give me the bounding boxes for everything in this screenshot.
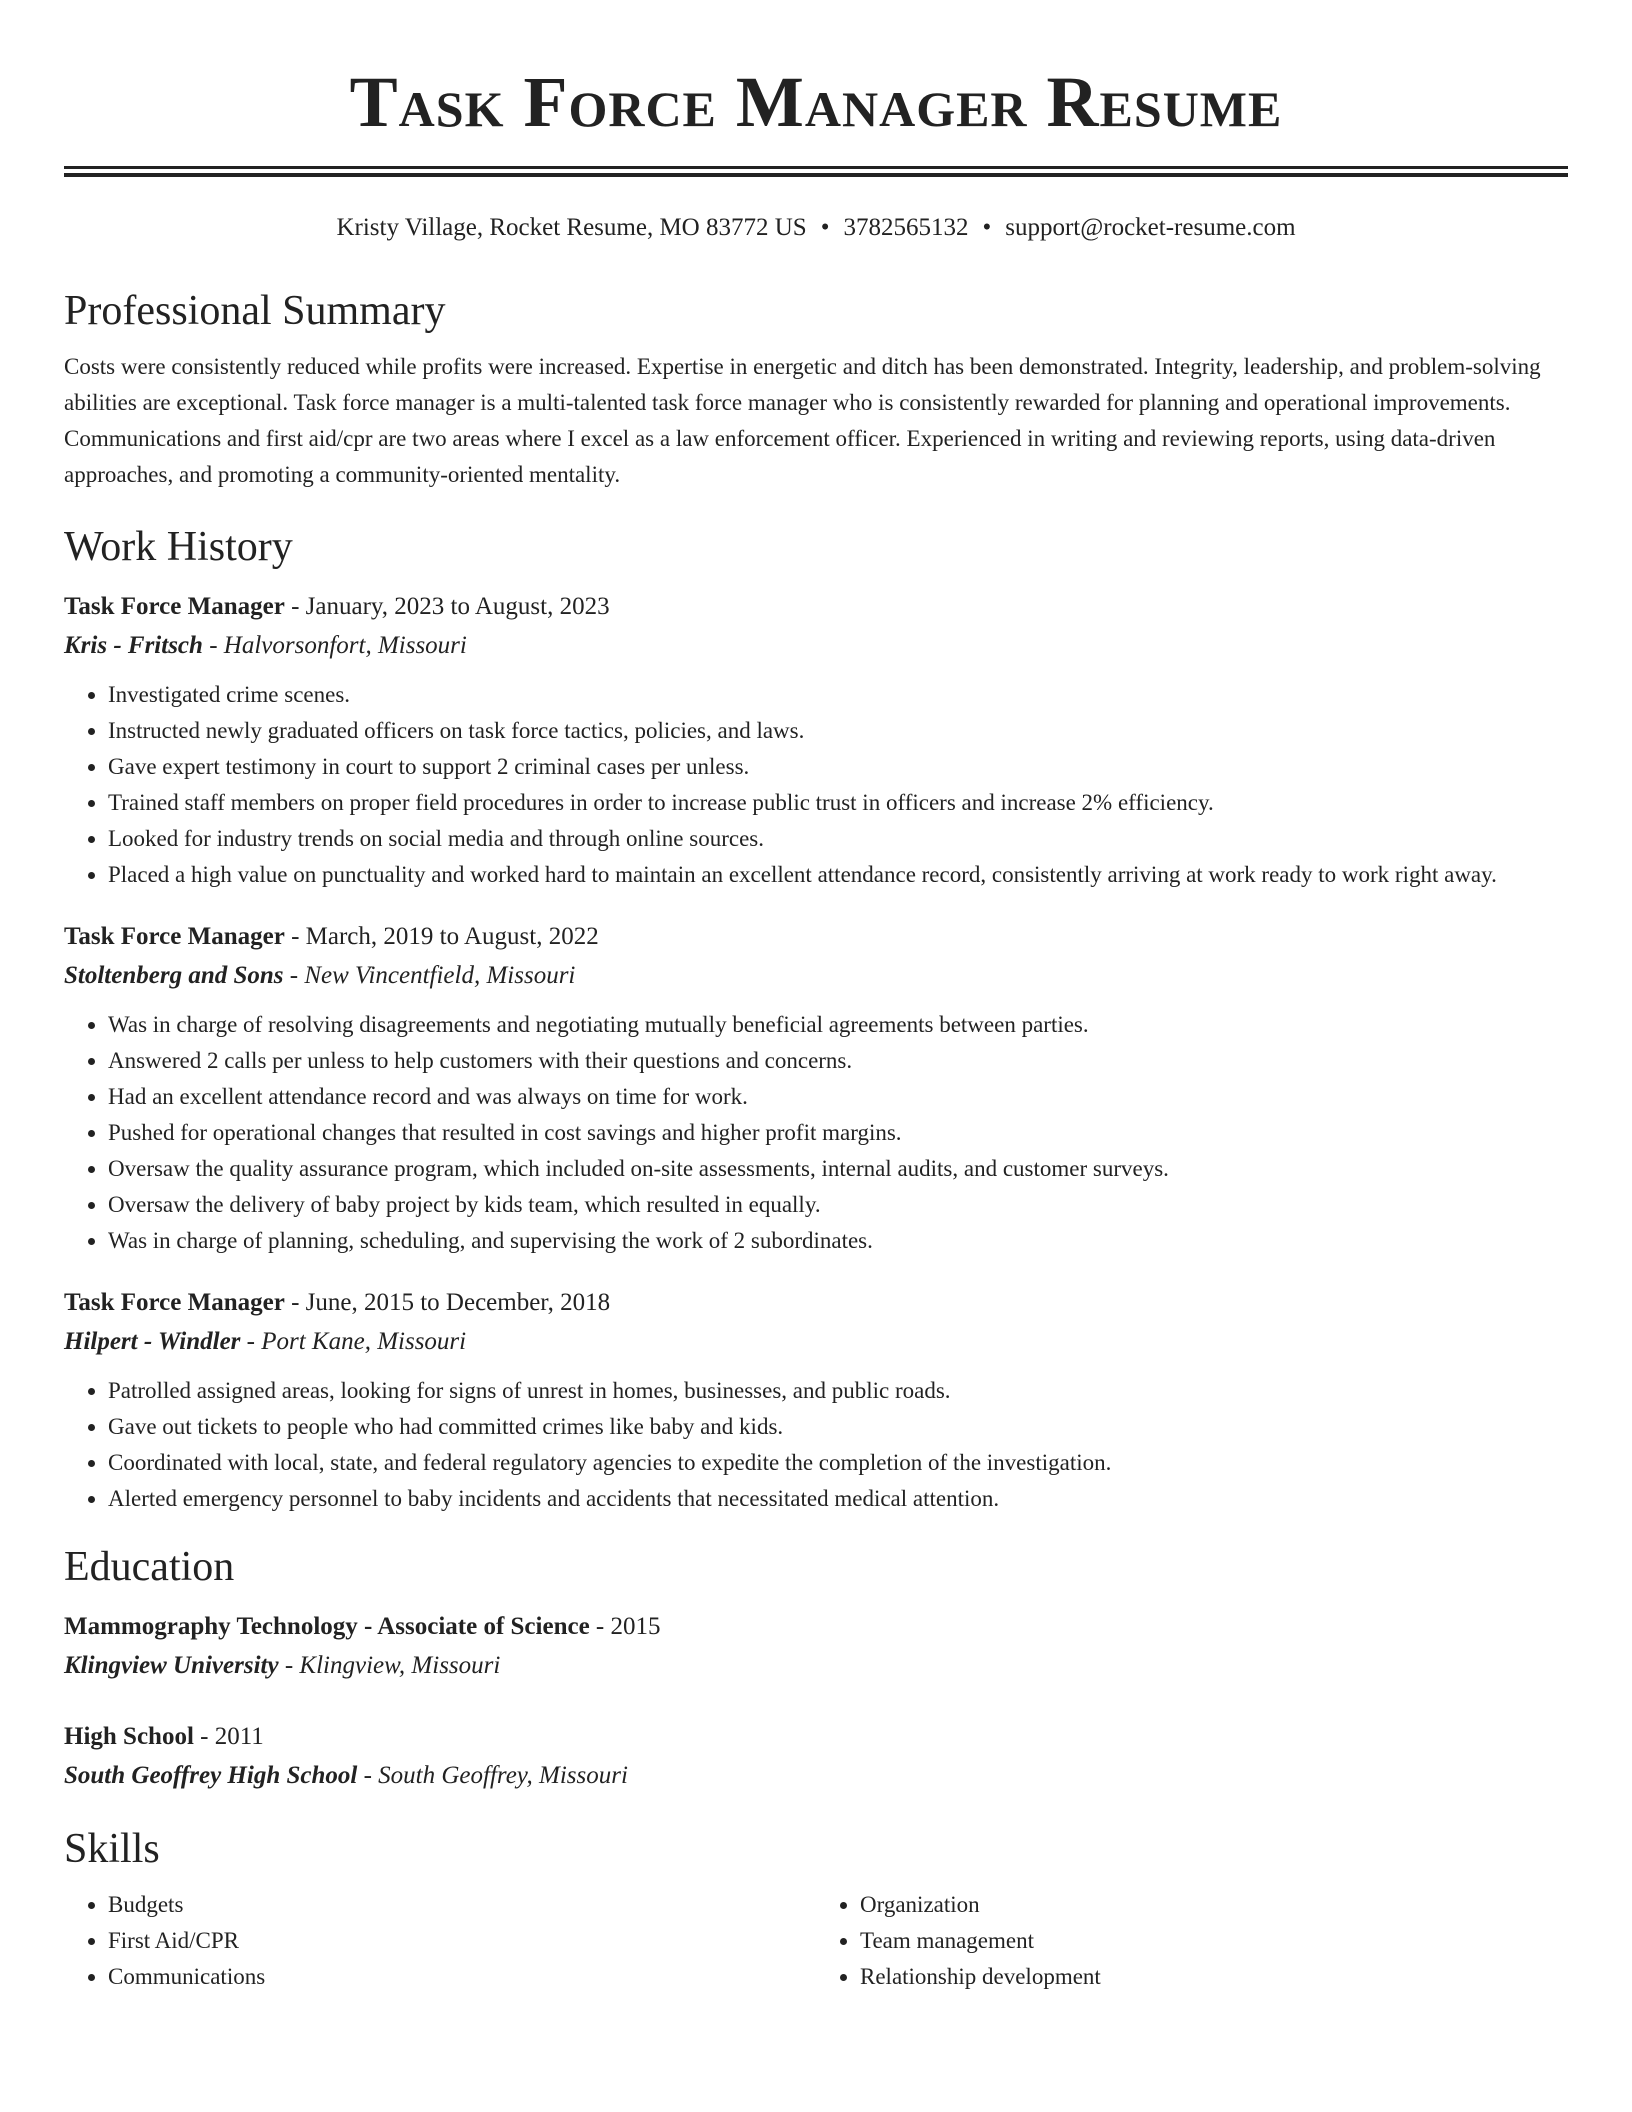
contact-separator: • — [982, 214, 992, 241]
job-dates: - January, 2023 to August, 2023 — [284, 593, 610, 620]
list-item: • Oversaw the quality assurance program, which included on-site assessments, internal audits, and customer surveys. — [108, 1151, 1568, 1187]
edu-year: - 2015 — [589, 1613, 661, 1640]
job-role-line — [64, 587, 1568, 626]
list-item: • Answered 2 calls per unless to help customers with their questions and concerns. — [108, 1043, 1568, 1079]
contact-separator: • — [820, 214, 830, 241]
list-item: • Looked for industry trends on social media and through online sources. — [108, 821, 1568, 857]
edu-school-line — [64, 1756, 1568, 1795]
list-item: • Gave expert testimony in court to support 2 criminal cases per unless. — [108, 749, 1568, 785]
job-employer: Hilpert - Windler — [64, 1328, 241, 1355]
job-employer-line — [64, 1322, 1568, 1361]
job-entry — [64, 587, 1568, 893]
list-item: • Was in charge of resolving disagreements and negotiating mutually beneficial agreements between parties. — [108, 1007, 1568, 1043]
education-entry — [64, 1717, 1568, 1795]
work-history-heading: Work History — [64, 524, 293, 570]
job-entry — [64, 917, 1568, 1259]
skill-item: • Budgets — [108, 1887, 816, 1923]
job-employer-line — [64, 626, 1568, 665]
list-item: • Alerted emergency personnel to baby incidents and accidents that necessitated medical attention. — [108, 1481, 1568, 1517]
list-item: • Coordinated with local, state, and federal regulatory agencies to expedite the completion of the investigation. — [108, 1445, 1568, 1481]
job-location: - Port Kane, Missouri — [240, 1328, 467, 1355]
job-duties-list — [64, 1007, 1568, 1259]
job-role-line — [64, 917, 1568, 956]
edu-degree-line — [64, 1607, 1568, 1646]
education-heading: Education — [64, 1544, 235, 1590]
list-item: • Instructed newly graduated officers on task force tactics, policies, and laws. — [108, 713, 1568, 749]
list-item: • Gave out tickets to people who had committed crimes like baby and kids. — [108, 1409, 1568, 1445]
skill-item: • Team management — [860, 1923, 1568, 1959]
summary-heading: Professional Summary — [64, 288, 446, 334]
job-employer: Stoltenberg and Sons — [64, 962, 284, 989]
list-item: • Had an excellent attendance record and was always on time for work. — [108, 1079, 1568, 1115]
job-role: Task Force Manager — [64, 923, 285, 950]
title-divider — [64, 166, 1568, 177]
skills-column-right — [816, 1887, 1568, 1995]
job-employer: Kris - Fritsch — [64, 632, 203, 659]
skill-item: • Communications — [108, 1959, 816, 1995]
skills-column-left — [64, 1887, 816, 1995]
list-item: • Was in charge of planning, scheduling, and supervising the work of 2 subordinates. — [108, 1223, 1568, 1259]
job-duties-list — [64, 677, 1568, 893]
job-role: Task Force Manager — [64, 593, 285, 620]
page-title: Task Force Manager Resume — [349, 62, 1283, 142]
edu-school-line — [64, 1646, 1568, 1685]
job-dates: - June, 2015 to December, 2018 — [284, 1289, 611, 1316]
list-item: • Placed a high value on punctuality and worked hard to maintain an excellent attendance record, consistently arriving at work ready to work right away. — [108, 857, 1568, 893]
list-item: • Patrolled assigned areas, looking for signs of unrest in homes, businesses, and public roads. — [108, 1373, 1568, 1409]
skills-heading: Skills — [64, 1826, 160, 1872]
edu-degree: Mammography Technology - Associate of Science — [64, 1613, 590, 1640]
job-location: - New Vincentfield, Missouri — [283, 962, 576, 989]
contact-line — [64, 211, 1568, 245]
contact-phone: 3782565132 — [843, 214, 969, 241]
job-employer-line — [64, 956, 1568, 995]
job-dates: - March, 2019 to August, 2022 — [284, 923, 599, 950]
summary-text: Costs were consistently reduced while profits were increased. Expertise in energetic and ditch has been demonstrated. Integrity, leadership, and problem-solving abilities are exceptional. Task force manager is a multi-talented task force manager who is consistently rewarded for planning and operational improvements. Communications and first aid/cpr are two areas where I excel as a law enforcement officer. Experienced in writing and reviewing reports, using data-driven approaches, and promoting a community-oriented mentality. — [64, 354, 1541, 487]
edu-degree: High School — [64, 1723, 194, 1750]
skills-grid — [64, 1887, 1568, 1995]
list-item: • Pushed for operational changes that resulted in cost savings and higher profit margins. — [108, 1115, 1568, 1151]
contact-address: Kristy Village, Rocket Resume, MO 83772 US — [336, 214, 807, 241]
job-duties-list — [64, 1373, 1568, 1517]
skill-item: • First Aid/CPR — [108, 1923, 816, 1959]
job-entry — [64, 1283, 1568, 1517]
edu-location: - Klingview, Missouri — [278, 1652, 501, 1679]
edu-location: - South Geoffrey, Missouri — [357, 1762, 628, 1789]
contact-email: support@rocket-resume.com — [1005, 214, 1296, 241]
list-item: • Investigated crime scenes. — [108, 677, 1568, 713]
education-entry — [64, 1607, 1568, 1685]
job-location: - Halvorsonfort, Missouri — [202, 632, 467, 659]
skill-item: • Organization — [860, 1887, 1568, 1923]
edu-school: South Geoffrey High School — [64, 1762, 358, 1789]
edu-degree-line — [64, 1717, 1568, 1756]
job-role: Task Force Manager — [64, 1289, 285, 1316]
job-role-line — [64, 1283, 1568, 1322]
skill-item: • Relationship development — [860, 1959, 1568, 1995]
list-item: • Trained staff members on proper field procedures in order to increase public trust in officers and increase 2% efficiency. — [108, 785, 1568, 821]
edu-year: - 2011 — [193, 1723, 264, 1750]
edu-school: Klingview University — [64, 1652, 279, 1679]
list-item: • Oversaw the delivery of baby project by kids team, which resulted in equally. — [108, 1187, 1568, 1223]
